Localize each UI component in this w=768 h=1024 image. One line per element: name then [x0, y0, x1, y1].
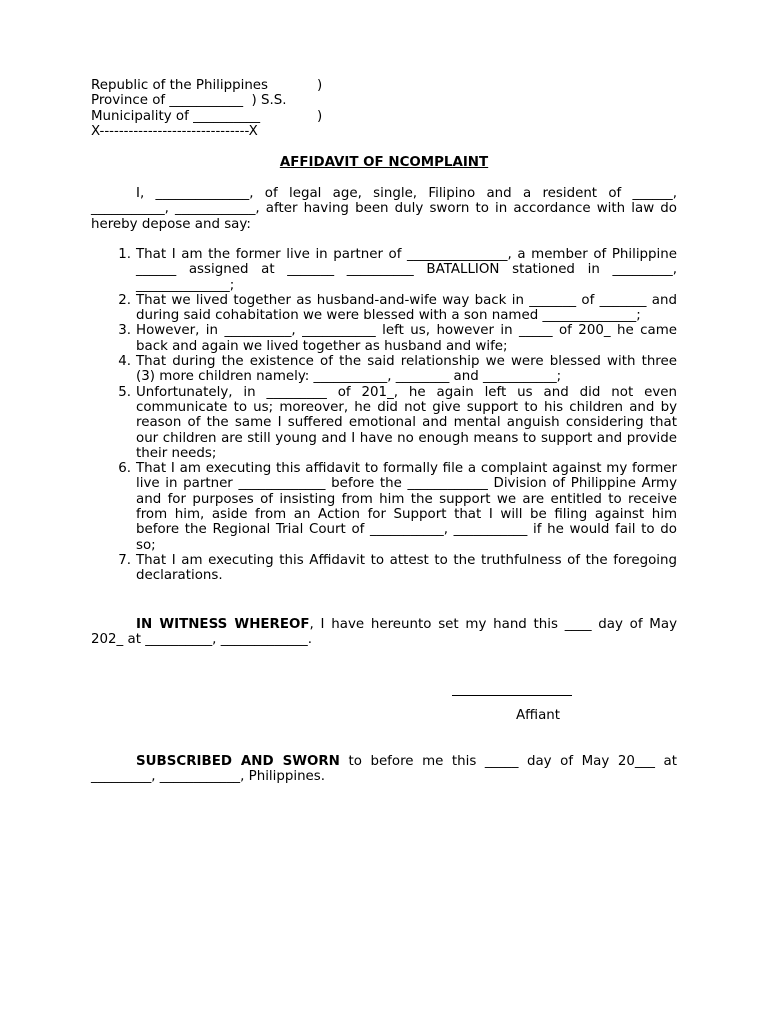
- venue-caption: [91, 78, 351, 139]
- list-item: 5. Unfortunately, in _________ of 201_, he again left us and did not even communicate to us; moreover, he did not give support to his children and by reason of the same I suffered emotional and mental anguish considering that our children are still young and I have no enough means to support and provide their needs;: [118, 384, 677, 461]
- affiant-label: Affiant: [516, 708, 561, 723]
- list-item: 2. That we lived together as husband-and-wife way back in _______ of _______ and during said cohabitation we were blessed with a son named ______________;: [118, 292, 677, 324]
- caption-divider: X-------------------------------X: [91, 123, 258, 139]
- list-item: 3. However, in __________, ___________ left us, however in _____ of 200_ he came back and again we lived together as husband and wife;: [118, 323, 677, 354]
- list-item: 7. That I am executing this Affidavit to attest to the truthfulness of the foregoing declarations.: [118, 552, 677, 584]
- list-item: 6. That I am executing this affidavit to formally file a complaint against my former live in partner _____________ before the ____________ Division of Philippine Army and for purposes of insisting from him the support we are entitled to receive from him, aside from an Action for Support that I will be filing against him before the Regional Trial Court of ___________, ___________ if he would fail to do so;: [118, 461, 677, 553]
- caption-line-province: Province of ___________ ) S.S.: [91, 93, 287, 109]
- list-item: 1. That I am the former live in partner of _______________, a member of Philippine ______ assigned at _______ __________ BATALLION stationed in _________, ______________;: [118, 247, 677, 293]
- jurat-heading: SUBSCRIBED AND SWORN: [136, 754, 340, 769]
- document-title: AFFIDAVIT OF NCOMPLAINT: [279, 155, 489, 170]
- statement-list: [118, 247, 677, 584]
- caption-line-municipality: Municipality of __________ ): [91, 108, 323, 124]
- list-item: 4. That during the existence of the said relationship we were blessed with three (3) more children namely: ___________, ________ and ___________;: [118, 354, 677, 385]
- intro-paragraph: I, ______________, of legal age, single, Filipino and a resident of ______, ___________, ____________, after having been duly sworn to in accordance with law do hereby depose and say:: [91, 186, 677, 232]
- signature-line: [452, 695, 572, 696]
- witness-heading: IN WITNESS WHEREOF: [136, 617, 310, 632]
- jurat-paragraph: SUBSCRIBED AND SWORN to before me this _____ day of May 20___ at _________, ____________, Philippines.: [91, 754, 677, 785]
- witness-paragraph: IN WITNESS WHEREOF, I have hereunto set my hand this ____ day of May 202_ at __________, _____________.: [91, 617, 677, 648]
- caption-line-republic: Republic of the Philippines ): [91, 78, 323, 93]
